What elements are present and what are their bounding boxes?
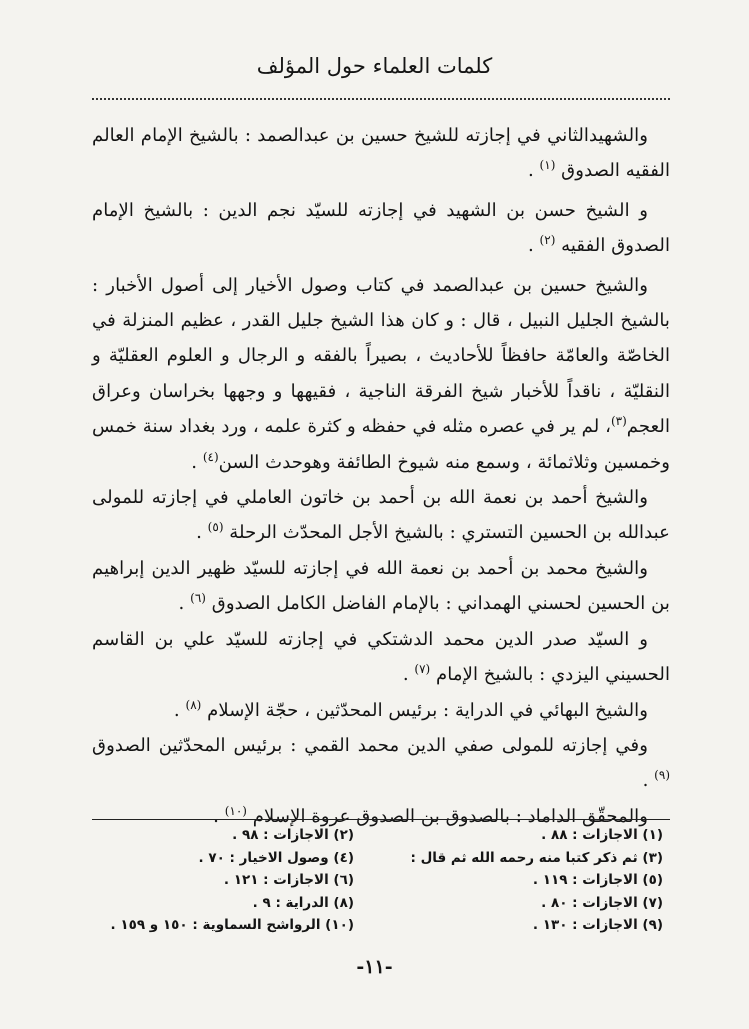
footnote-1: (١) الاجازات : ٨٨ . xyxy=(541,827,663,843)
paragraph-ijaza-qummi: وفي إجازته للمولى صفي الدين محمد القمي : برئيس المحدّثين الصدوق $^{(٩)}$ . xyxy=(92,734,670,792)
footnote-ref-7: (٧) xyxy=(414,662,431,677)
footnote-4: (٤) وصول الاخيار : ٧٠ . xyxy=(198,849,354,866)
paragraph-sadr-aldin: و السيّد صدر الدين محمد الدشتكي في إجازته للسيّد علي بن القاسم الحسيني اليزدي : بالشيخ الإمام $^{(٧)}$ . xyxy=(92,628,670,686)
footnote-ref-8: (٨) xyxy=(185,697,202,712)
paragraph-hasan-shahid: و الشيخ حسن بن الشهيد في إجازته للسيّد نجم الدين : بالشيخ الإمام الصدوق الفقيه $^{(٢)}$ . xyxy=(92,199,670,257)
page-title: كلمات العلماء حول المؤلف xyxy=(256,54,493,78)
footnote-ref-6: (٦) xyxy=(190,591,206,606)
footnotes-column-odd xyxy=(363,824,663,937)
header-dotted-rule xyxy=(92,98,670,100)
footnote-ref-5: (٥) xyxy=(207,520,224,535)
footnote-5: (٥) الاجازات : ١١٩ . xyxy=(532,872,663,888)
footnote-ref-4: (٤) xyxy=(202,449,219,464)
paragraph-muhammad-nimatullah: والشيخ محمد بن أحمد بن نعمة الله في إجازته للسيّد ظهير الدين إبراهيم بن الحسين لحسني الهمداني : بالإمام الفاضل الكامل الصدوق $^{(٦)}$ . xyxy=(92,557,670,615)
page-number: -١١- xyxy=(356,956,393,978)
footnote-ref-1: (١) xyxy=(539,158,556,173)
footnote-separator xyxy=(92,819,670,820)
footnote-2: (٢) الاجازات : ٩٨ . xyxy=(232,827,354,843)
footnotes-column-even xyxy=(84,824,354,937)
footnote-ref-10: (١٠) xyxy=(224,803,247,818)
paragraph-husayn-abdussamad: والشيخ حسين بن عبدالصمد في كتاب وصول الأخيار إلى أصول الأخبار : بالشيخ الجليل النبيل ، قال : و كان هذا الشيخ جليل القدر ، عظيم المنزلة في الخاصّة والعامّة حافظاً للأحاديث ، بصيراً بالفقه و الرجال و العلوم العقليّة و النقليّة ، ناقداً للأخبار شيخ الفرقة الناجية ، فقيهها و وجهها بخراسان وعراق العجم$^{(٣)}$، لم ير في عصره مثله في حفظه و كثرة علمه ، ورد بغداد سنة خمس وخمسين وثلاثمائة ، وسمع منه شيوخ الطائفة وهوحدث السن$^{(٤)}$ . xyxy=(92,274,670,473)
paragraph-damad: والمحقّق الداماد : بالصدوق بن الصدوق عروة الإسلام $^{(١٠)}$ . xyxy=(213,803,648,827)
paragraph-shahid-thani: والشهيدالثاني في إجازته للشيخ حسين بن عبدالصمد : بالشيخ الإمام العالم الفقيه الصدوق $^{(١)}$ . xyxy=(92,125,670,182)
footnote-ref-9: (٩) xyxy=(654,768,670,783)
footnote-ref-2: (٢) xyxy=(539,233,556,248)
footnote-6: (٦) الاجازات : ١٢١ . xyxy=(223,872,354,888)
paragraph-bahai: والشيخ البهائي في الدراية : برئيس المحدّثين ، حجّة الإسلام $^{(٨)}$ . xyxy=(173,697,648,721)
footnote-9: (٩) الاجازات : ١٣٠ . xyxy=(532,917,663,933)
footnote-3: (٣) ثم ذكر كتبا منه رحمه الله ثم قال : xyxy=(410,849,663,866)
paragraph-ahmad-khatun: والشيخ أحمد بن نعمة الله بن أحمد بن خاتون العاملي في إجازته للمولى عبدالله بن الحسين التستري : بالشيخ الأجل المحدّث الرحلة $^{(٥)}$ . xyxy=(92,487,670,544)
footnote-10: (١٠) الرواشح السماوية : ١٥٠ و ١٥٩ . xyxy=(110,917,354,933)
main-text xyxy=(92,118,670,834)
footnote-ref-3: (٣) xyxy=(610,414,627,429)
footnote-7: (٧) الاجازات : ٨٠ . xyxy=(541,894,663,911)
footnote-8: (٨) الدراية : ٩ . xyxy=(252,894,354,911)
